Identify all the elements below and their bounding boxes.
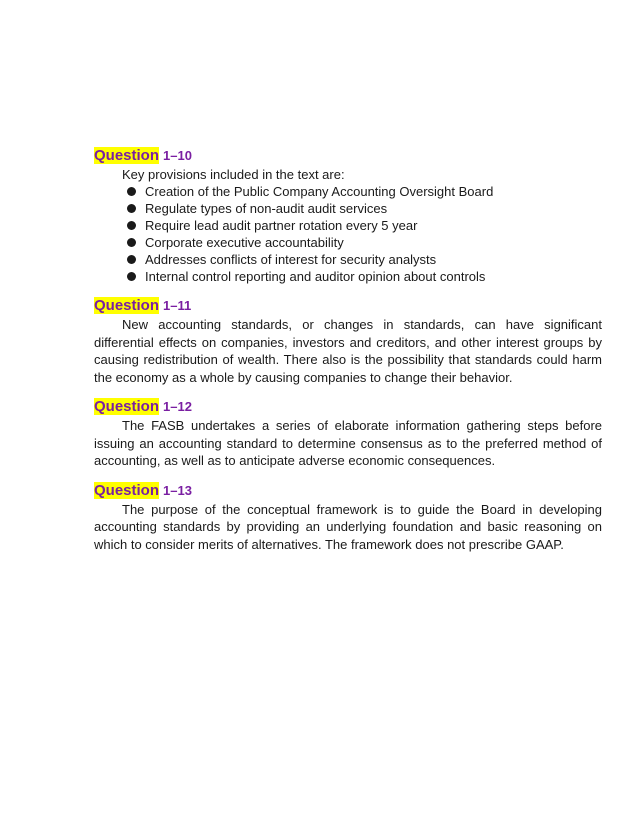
list-item	[127, 268, 602, 285]
provisions-list	[94, 183, 602, 285]
question-number: 1–12	[163, 399, 192, 414]
bullet-icon	[127, 238, 136, 247]
list-item	[127, 217, 602, 234]
question-number: 1–13	[163, 482, 192, 498]
list-item-text: Corporate executive accountability	[145, 235, 344, 250]
bullet-icon	[127, 272, 136, 281]
question-label: Question	[94, 398, 160, 415]
question-number: 1–11	[163, 298, 192, 313]
bullet-icon	[127, 187, 136, 196]
document-page	[94, 146, 602, 564]
question-label: Question	[94, 481, 160, 499]
question-label: Question	[94, 297, 160, 314]
question-1-10	[94, 146, 602, 285]
question-heading	[94, 481, 602, 501]
list-item-text: Require lead audit partner rotation every 5 year	[145, 218, 418, 233]
list-item-text: Regulate types of non-audit audit services	[145, 201, 388, 216]
list-item-text: Creation of the Public Company Accounting Oversight Board	[145, 184, 494, 199]
list-item	[127, 200, 602, 217]
list-item-text: Internal control reporting and auditor opinion about controls	[145, 269, 486, 284]
question-heading	[94, 397, 602, 417]
list-item	[127, 234, 602, 251]
answer-paragraph: New accounting standards, or changes in standards, can have significant differential effects on companies, investors and creditors, and other interest groups by causing redistribution of wealth. There also is the possibility that standards could harm the economy as a whole by causing companies to change their behavior.	[94, 317, 602, 385]
bullet-icon	[127, 204, 136, 213]
answer-paragraph: The purpose of the conceptual framework is to guide the Board in developing accounting standards by providing an underlying foundation and basic reasoning on which to consider merits of alternatives. The framework does not prescribe GAAP.	[94, 501, 602, 552]
question-number: 1–10	[163, 148, 192, 163]
bullet-icon	[127, 255, 136, 264]
list-item	[127, 251, 602, 268]
question-heading	[94, 146, 602, 166]
bullet-icon	[127, 221, 136, 230]
list-item-text: Addresses conflicts of interest for security analysts	[145, 252, 437, 267]
list-item	[127, 183, 602, 200]
question-intro: Key provisions included in the text are:	[122, 167, 345, 182]
question-1-13	[94, 481, 602, 554]
answer-paragraph: The FASB undertakes a series of elaborate information gathering steps before issuing an accounting standard to determine consensus as to the preferred method of accounting, as well as to anticipate adverse economic consequences.	[94, 418, 602, 468]
question-heading	[94, 296, 602, 316]
question-1-11	[94, 296, 602, 386]
question-1-12	[94, 397, 602, 470]
question-label: Question	[94, 147, 160, 164]
